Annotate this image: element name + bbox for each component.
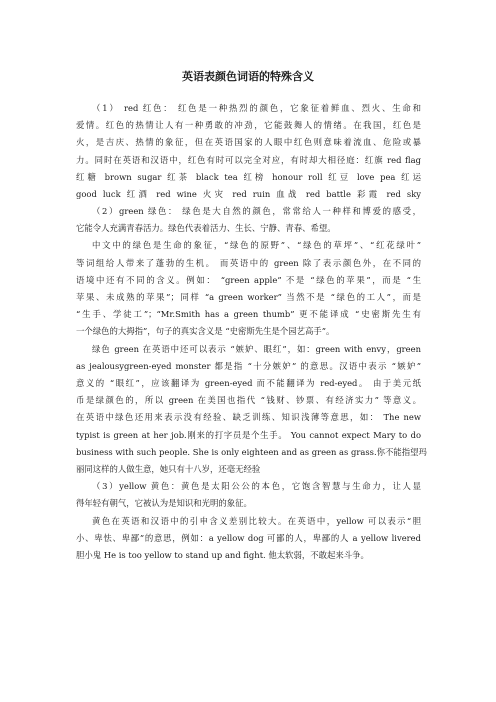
paragraph-line: 绿色 green 在英语中还可以表示 “嫉妒、眼红”，如：green with envy，green: [92, 344, 421, 354]
paragraph-line: typist is green at her job.刚来的打字员是个生手。 You cannot expect Mary to do: [76, 430, 421, 440]
paragraph-line: 小、卑怯、卑鄙”的意思，例如：a yellow dog 可鄙的人，卑鄙的人 a yellow livered: [76, 533, 421, 543]
paragraph-line: （2）green 绿色： 绿色是大自然的颜色，常常给人一种样和博爱的感受，: [92, 206, 421, 216]
paragraph-line: 胆小鬼 He is too yellow to stand up and fight. 他太软弱，不敢起来斗争。: [76, 550, 369, 560]
paragraph-line: 得年轻有朝气，它被认为是知识和光明的象征。: [76, 498, 252, 508]
document-title: 英语表颜色词语的特殊含义: [182, 70, 314, 83]
paragraph-line: 等词组给人带来了蓬勃的生机。 而英语中的 green 除了表示颜色外，在不同的: [76, 258, 421, 268]
paragraph-line: good luck 红酒 red wine 火灾 red ruin 血战 red battle 彩霞 red sky: [76, 189, 421, 199]
paragraph-line: 一个绿色的大拇指”，句子的真实含义是 “史密斯先生是个园艺高手”。: [76, 326, 335, 336]
paragraph-line: 力。同时在英语和汉语中，红色有时可以完全对应，有时却大相径庭：红旗 red flag: [76, 155, 421, 165]
paragraph-line: as jealousygreen-eyed monster 都是指 “十分嫉妒” 的意思。汉语中表示 “嫉妒”: [76, 361, 421, 371]
paragraph-line: 语境中还有不同的含义。例如： “green apple” 不是 “绿色的苹果”，而是 “生: [76, 275, 421, 285]
paragraph-line: 在英语中绿色还用来表示没有经验、缺乏训练、知识浅薄等意思，如： The new: [76, 412, 421, 422]
paragraph-line: （3）yellow 黄色：黄色是太阳公公的本色，它饱含智慧与生命力，让人显: [92, 481, 421, 491]
paragraph-line: 爱情。红色的热情让人有一种勇敢的冲劲，它能鼓舞人的情绪。在我国，红色是: [76, 120, 421, 130]
paragraph-line: 币是绿颜色的，所以 green 在美国也指代 “钱财、钞票、有经济实力” 等意义。: [76, 395, 421, 405]
paragraph-line: 意义的 “眼红”，应该翻译为 green-eyed 而不能翻译为 red-eyed。 由于美元纸: [76, 378, 421, 388]
paragraph-line: 苹果、未成熟的苹果”；同样 “a green worker” 当然不是 “绿色的工人”，而是: [76, 292, 421, 302]
paragraph-line: 黄色在英语和汉语中的引申含义差别比较大。在英语中，yellow 可以表示“胆: [92, 516, 421, 526]
paragraph-line: 火，是吉庆、热情的象征，但在英语国家的人眼中红色则意味着流血、危险或暴: [76, 137, 421, 147]
paragraph-line: “生手、学徒工”；“Mr.Smith has a green thumb” 更不能译成 “史密斯先生有: [76, 309, 421, 319]
paragraph-line: 红糖 brown sugar 红茶 black tea 红榜 honour roll 红豆 love pea 红运: [76, 172, 421, 182]
paragraph-line: 中文中的绿色是生命的象征，“绿色的原野”、“绿色的草坪”、“红花绿叶”: [92, 240, 421, 250]
paragraph-line: 丽同这样的人做生意，她只有十八岁，还毫无经验: [76, 464, 261, 474]
paragraph-line: （1） red 红色： 红色是一种热烈的颜色，它象征着鲜血、烈火、生命和: [92, 103, 421, 113]
paragraph-line: business with such people. She is only eighteen and as green as grass.你不能指望玛: [76, 447, 427, 457]
paragraph-line: 它能令人充满青春活力。绿色代表着活力、生长、宁静、青春、希望。: [76, 223, 336, 233]
